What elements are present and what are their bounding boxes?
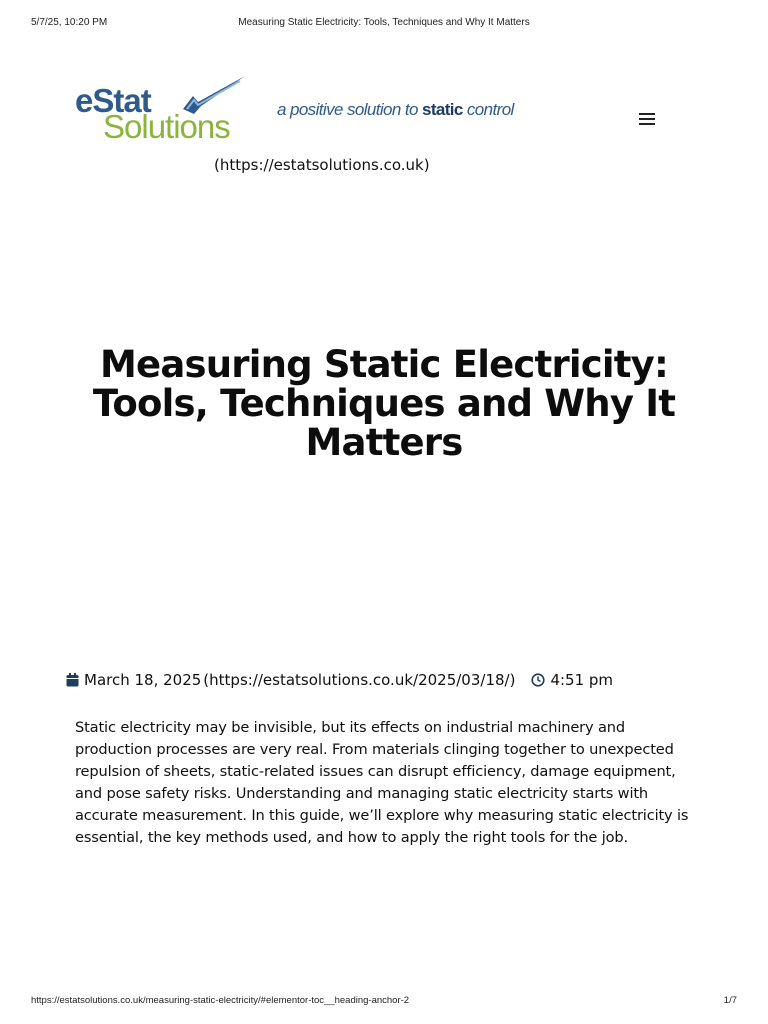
- post-date-url[interactable]: (https://estatsolutions.co.uk/2025/03/18/): [203, 671, 516, 689]
- clock-icon: [531, 673, 545, 687]
- post-date[interactable]: March 18, 2025: [84, 671, 202, 689]
- print-footer: [0, 995, 768, 1009]
- hamburger-menu-icon: [637, 110, 659, 128]
- intro-paragraph: Static electricity may be invisible, but its effects on industrial machinery and production processes are very real. From materials clinging together to unexpected repulsion of sheets, static-related issues can disrupt efficiency, damage equipment, and pose safety risks. Understanding and managing static electricity starts with accurate measurement. In this guide, we’ll explore why measuring static electricity is essential, the key methods used, and how to apply the right tools for the job.: [75, 719, 689, 846]
- logo-estat-text: eStat: [75, 82, 151, 119]
- page-title: Measuring Static Electricity: Tools, Techniques and Why It Matters: [92, 343, 676, 464]
- print-document-title: Measuring Static Electricity: Tools, Techniques and Why It Matters: [238, 17, 530, 28]
- logo-tagline: a positive solution to static control: [277, 100, 514, 119]
- post-time: 4:51 pm: [550, 671, 614, 689]
- post-meta: [66, 670, 613, 690]
- print-date: 5/7/25, 10:20 PM: [31, 17, 108, 28]
- logo-solutions-text: Solutions: [103, 108, 230, 145]
- logo-link-url[interactable]: (https://estatsolutions.co.uk): [214, 156, 430, 174]
- hamburger-menu-button[interactable]: [637, 110, 659, 128]
- print-footer-url: https://estatsolutions.co.uk/measuring-static-electricity/#elementor-toc__heading-anchor-2: [31, 995, 410, 1006]
- print-page-number: 1/7: [723, 995, 737, 1006]
- calendar-icon: [66, 673, 79, 687]
- site-logo[interactable]: [75, 72, 575, 152]
- print-header: [0, 15, 768, 31]
